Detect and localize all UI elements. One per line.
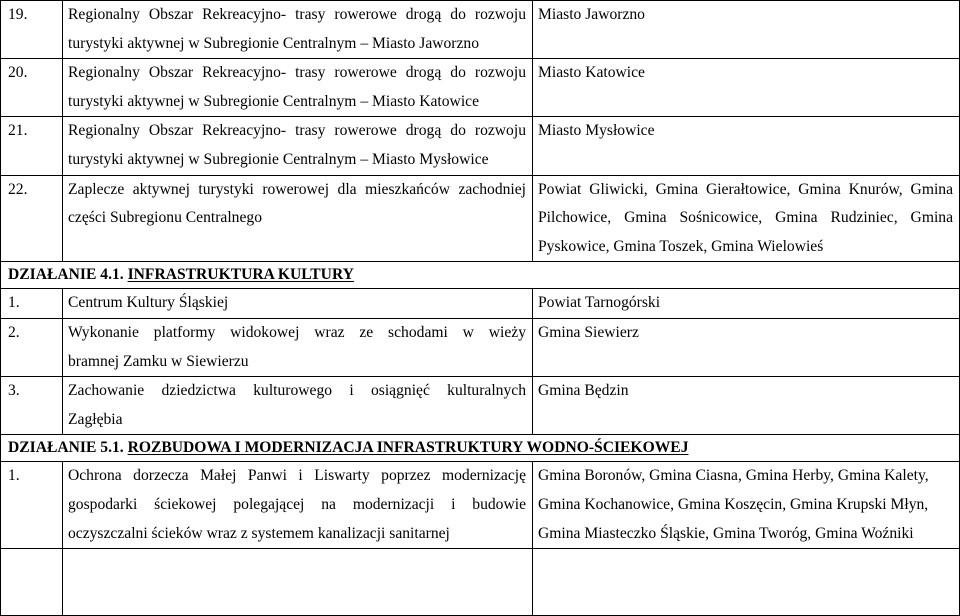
row-number: 1. xyxy=(1,462,63,549)
project-description: Centrum Kultury Śląskiej xyxy=(63,289,533,319)
project-description xyxy=(63,318,533,376)
table-row xyxy=(1,175,960,262)
empty-cell xyxy=(63,549,533,616)
description-line: turystyki aktywnej w Subregionie Centralnym – Miasto Mysłowice xyxy=(68,150,489,168)
table-row xyxy=(1,318,960,376)
location-line: Gmina Kochanowice, Gmina Koszęcin, Gmina Krupski Młyn, xyxy=(538,495,929,513)
project-location xyxy=(533,462,960,549)
table-row xyxy=(1,59,960,117)
location-line: Gmina Boronów, Gmina Ciasna, Gmina Herby, Gmina Kalety, xyxy=(538,467,929,485)
project-description xyxy=(63,117,533,175)
section-heading xyxy=(1,435,960,462)
section-prefix: DZIAŁANIE 4.1. xyxy=(8,266,124,284)
row-number: 2. xyxy=(1,318,63,376)
description-line: turystyki aktywnej w Subregionie Centralnym – Miasto Katowice xyxy=(68,92,479,110)
description-line: Ochrona dorzecza Małej Panwi i Liswarty poprzez modernizację xyxy=(68,467,526,485)
description-line: części Subregionu Centralnego xyxy=(68,209,262,227)
empty-cell xyxy=(1,549,63,616)
description-line: Regionalny Obszar Rekreacyjno- trasy rowerowe drogą do rozwoju xyxy=(68,6,526,23)
row-number: 3. xyxy=(1,377,63,435)
project-description xyxy=(63,1,533,59)
project-location: Powiat Tarnogórski xyxy=(533,289,960,319)
row-number: 21. xyxy=(1,117,63,175)
row-number: 22. xyxy=(1,175,63,262)
section-heading xyxy=(1,262,960,289)
table-row xyxy=(1,462,960,549)
table-row xyxy=(1,1,960,59)
project-description xyxy=(63,59,533,117)
description-line: Zachowanie dziedzictwa kulturowego i osiągnięć kulturalnych xyxy=(68,382,526,400)
description-line: Regionalny Obszar Rekreacyjno- trasy rowerowe drogą do rozwoju xyxy=(68,64,526,82)
empty-row xyxy=(1,549,960,616)
location-line: Pyskowice, Gmina Toszek, Gmina Wielowieś xyxy=(538,237,824,255)
description-line: Zagłębia xyxy=(68,410,123,428)
project-description xyxy=(63,377,533,435)
section-header xyxy=(1,262,960,289)
project-description xyxy=(63,462,533,549)
section-header xyxy=(1,435,960,462)
row-number: 1. xyxy=(1,289,63,319)
project-location: Miasto Jaworzno xyxy=(533,1,960,59)
project-location: Gmina Siewierz xyxy=(533,318,960,376)
empty-cell xyxy=(533,549,960,616)
description-line: Zaplecze aktywnej turystyki rowerowej dla mieszkańców zachodniej xyxy=(68,180,526,198)
section-prefix: DZIAŁANIE 5.1. xyxy=(8,439,124,457)
section-title: INFRASTRUKTURA KULTURY xyxy=(127,266,354,284)
location-line: Powiat Gliwicki, Gmina Gierałtowice, Gmina Knurów, Gmina xyxy=(538,180,953,198)
project-location: Miasto Mysłowice xyxy=(533,117,960,175)
project-location: Miasto Katowice xyxy=(533,59,960,117)
description-line: Wykonanie platformy widokowej wraz ze schodami w wieży xyxy=(68,323,526,341)
table-row xyxy=(1,289,960,319)
description-line: gospodarki ściekowej polegającej na modernizacji i budowie xyxy=(68,495,526,513)
project-location: Gmina Będzin xyxy=(533,377,960,435)
description-line: Regionalny Obszar Rekreacyjno- trasy rowerowe drogą do rozwoju xyxy=(68,122,526,140)
description-line: bramnej Zamku w Siewierzu xyxy=(68,352,249,370)
table-row xyxy=(1,117,960,175)
table-row xyxy=(1,377,960,435)
row-number: 19. xyxy=(1,1,63,59)
project-description xyxy=(63,175,533,262)
location-line: Pilchowice, Gmina Sośnicowice, Gmina Rudziniec, Gmina xyxy=(538,209,953,227)
description-line: oczyszczalni ścieków wraz z systemem kanalizacji sanitarnej xyxy=(68,524,450,542)
location-line: Gmina Miasteczko Śląskie, Gmina Tworóg, Gmina Woźniki xyxy=(538,524,914,542)
project-location xyxy=(533,175,960,262)
description-line: turystyki aktywnej w Subregionie Centralnym – Miasto Jaworzno xyxy=(68,34,480,52)
row-number: 20. xyxy=(1,59,63,117)
section-title: ROZBUDOWA I MODERNIZACJA INFRASTRUKTURY WODNO-ŚCIEKOWEJ xyxy=(127,439,689,457)
